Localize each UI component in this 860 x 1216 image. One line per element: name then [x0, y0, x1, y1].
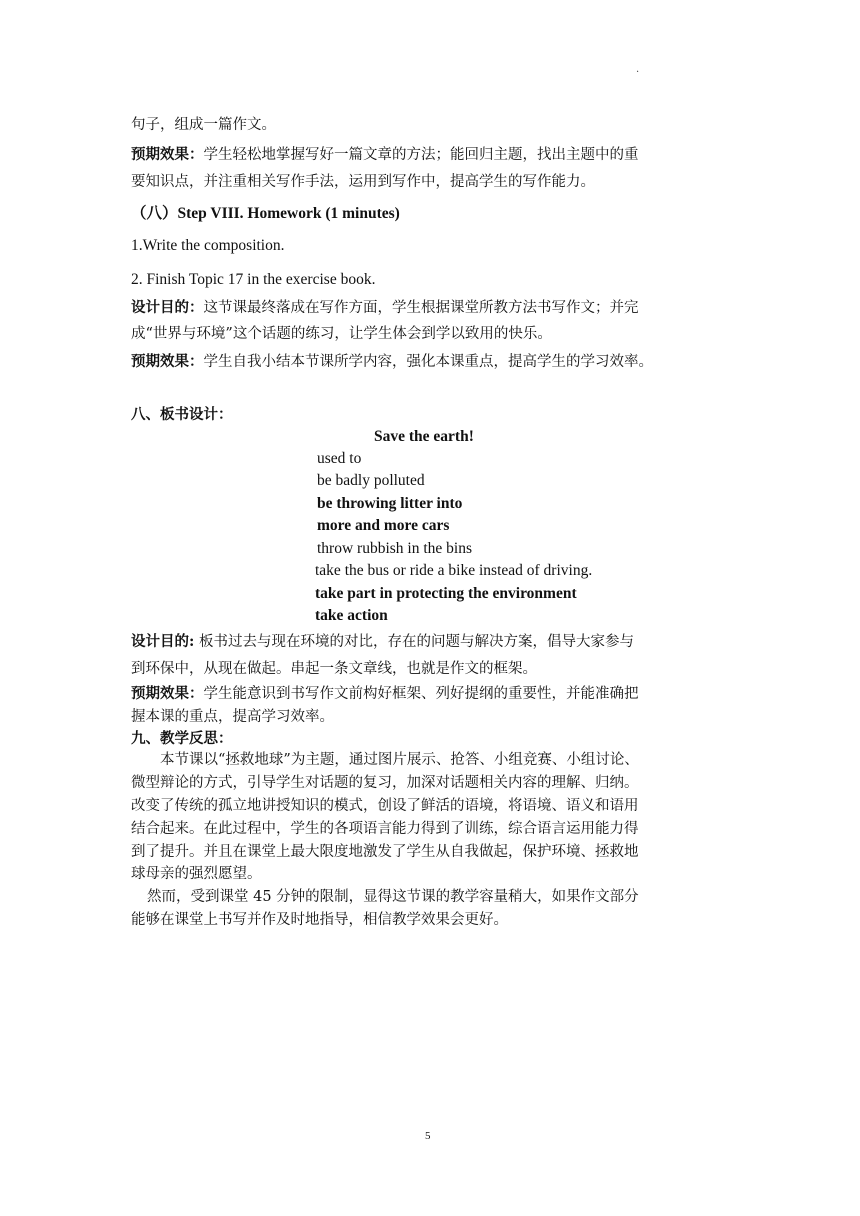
board-title: Save the earth!	[374, 428, 474, 445]
reflection-p1-line: 结合起来。在此过程中，学生的各项语言能力得到了训练，综合语言运用能力得	[131, 821, 639, 837]
board-purpose-line1	[131, 632, 731, 652]
step7-tail-line: 句子，组成一篇作文。	[131, 117, 276, 133]
board-item: take action	[315, 607, 388, 624]
effect-label: 预期效果：	[131, 685, 204, 702]
step8-heading: （八）Step VIII. Homework (1 minutes)	[131, 205, 400, 222]
step7-effect-line2: 要知识点，并注重相关写作手法，运用到写作中，提高学生的写作能力。	[131, 174, 595, 190]
effect-text: 学生能意识到书写作文前构好框架、列好提纲的重要性，并能准确把	[203, 686, 639, 702]
homework-item-2: 2. Finish Topic 17 in the exercise book.	[131, 271, 376, 288]
reflection-p1-line: 到了提升。并且在课堂上最大限度地激发了学生从自我做起，保护环境、拯救地	[131, 844, 639, 860]
step7-effect-line1	[131, 145, 731, 165]
homework-item-1: 1.Write the composition.	[131, 237, 285, 254]
purpose-text: 这节课最终落成在写作方面，学生根据课堂所教方法书写作文；并完	[203, 300, 639, 316]
page-number: 5	[425, 1130, 431, 1142]
reflection-p1-line: 本节课以“拯救地球”为主题，通过图片展示、抢答、小组竞赛、小组讨论、	[160, 752, 639, 768]
board-effect-line1	[131, 684, 731, 704]
board-heading: 八、板书设计：	[131, 406, 233, 423]
effect-label: 预期效果：	[131, 353, 204, 370]
step8-purpose-line2: 成“世界与环境”这个话题的练习，让学生体会到学以致用的快乐。	[131, 326, 552, 342]
board-item: take part in protecting the environment	[315, 585, 577, 602]
board-item: used to	[317, 450, 362, 467]
reflection-p2-line: 然而，受到课堂 45 分钟的限制，显得这节课的教学容量稍大，如果作文部分	[147, 889, 639, 905]
step8-effect-line	[131, 352, 731, 372]
reflection-p1-line: 改变了传统的孤立地讲授知识的模式，创设了鲜活的语境，将语境、语义和语用	[131, 798, 639, 814]
header-mark: .	[636, 64, 640, 75]
reflection-heading: 九、教学反思：	[131, 730, 233, 747]
purpose-text: 板书过去与现在环境的对比，存在的问题与解决方案，倡导大家参与	[194, 634, 634, 650]
board-item: be throwing litter into	[317, 495, 463, 512]
step8-purpose-line1	[131, 298, 731, 318]
board-item: be badly polluted	[317, 472, 425, 489]
effect-label: 预期效果：	[131, 146, 204, 163]
effect-text: 学生自我小结本节课所学内容，强化本课重点，提高学生的学习效率。	[203, 354, 653, 370]
reflection-p2-line: 能够在课堂上书写并作及时地指导，相信教学效果会更好。	[131, 912, 508, 928]
purpose-label: 设计目的：	[131, 299, 204, 316]
effect-text: 学生轻松地掌握写好一篇文章的方法；能回归主题，找出主题中的重	[203, 147, 639, 163]
reflection-p1-line: 微型辩论的方式，引导学生对话题的复习，加深对话题相关内容的理解、归纳。	[131, 775, 639, 791]
board-purpose-line2: 到环保中，从现在做起。串起一条文章线，也就是作文的框架。	[131, 661, 537, 677]
board-effect-line2: 握本课的重点，提高学习效率。	[131, 709, 334, 725]
reflection-p1-line: 球母亲的强烈愿望。	[131, 866, 262, 882]
board-item: throw rubbish in the bins	[317, 540, 472, 557]
board-item: take the bus or ride a bike instead of driving.	[315, 562, 593, 579]
board-item: more and more cars	[317, 517, 450, 534]
purpose-label: 设计目的:	[131, 633, 195, 650]
